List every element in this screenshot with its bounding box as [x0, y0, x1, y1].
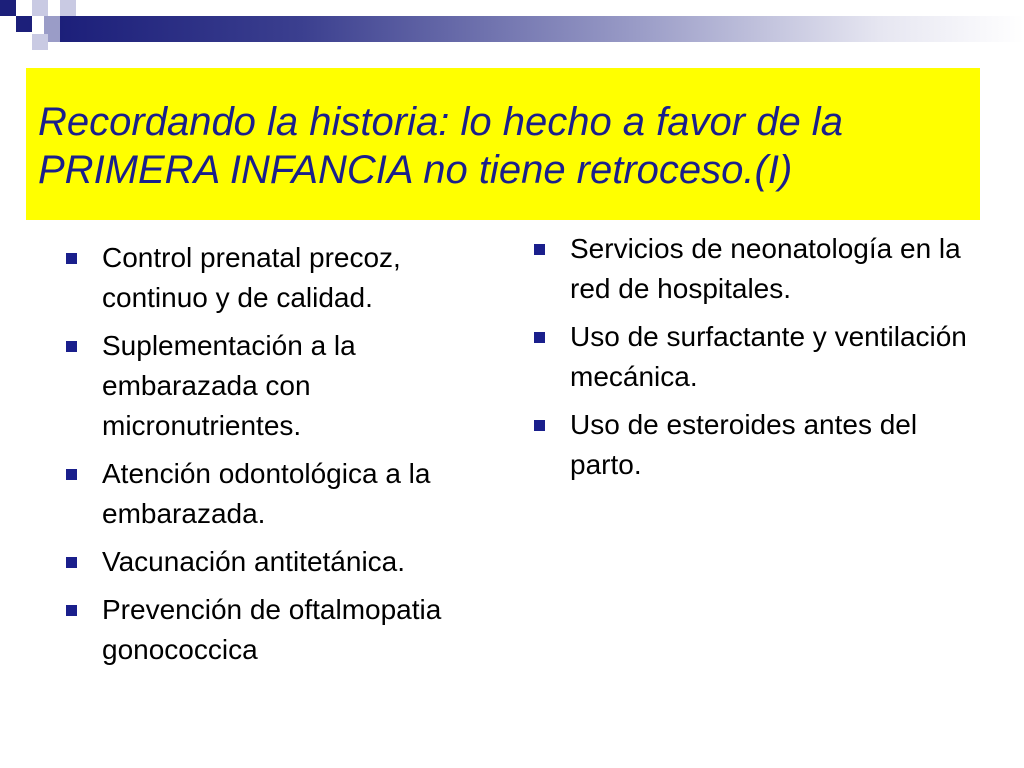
list-item-text: Atención odontológica a la embarazada.: [102, 458, 431, 529]
left-bullet-list: [64, 238, 504, 678]
list-item-text: Uso de surfactante y ventilación mecánica.: [570, 321, 967, 392]
list-item: [64, 326, 504, 446]
square-bullet-icon: [534, 332, 545, 343]
list-item-text: Control prenatal precoz, continuo y de calidad.: [102, 242, 401, 313]
square-bullet-icon: [66, 605, 77, 616]
list-item: [532, 405, 982, 485]
square-bullet-icon: [534, 244, 545, 255]
square-bullet-icon: [534, 420, 545, 431]
list-item: [532, 317, 982, 397]
deco-square: [32, 0, 48, 16]
list-item-text: Suplementación a la embarazada con micronutrientes.: [102, 330, 356, 441]
deco-square: [32, 34, 48, 50]
list-item: [64, 590, 504, 670]
list-item: [532, 229, 982, 309]
list-item: [64, 542, 504, 582]
deco-square: [16, 16, 32, 32]
slide-title: Recordando la historia: lo hecho a favor de la PRIMERA INFANCIA no tiene retroceso.(I): [38, 100, 843, 192]
title-box: [26, 68, 980, 220]
square-bullet-icon: [66, 253, 77, 264]
square-bullet-icon: [66, 469, 77, 480]
list-item: [64, 238, 504, 318]
header-decoration: [0, 0, 1024, 60]
list-item-text: Uso de esteroides antes del parto.: [570, 409, 918, 480]
header-gradient-band: [60, 16, 1024, 42]
deco-square: [60, 0, 76, 16]
deco-square: [0, 0, 16, 16]
list-item: [64, 454, 504, 534]
list-item-text: Servicios de neonatología en la red de hospitales.: [570, 233, 961, 304]
list-item-text: Vacunación antitetánica.: [102, 546, 406, 577]
square-bullet-icon: [66, 341, 77, 352]
right-bullet-list: [532, 229, 982, 493]
list-item-text: Prevención de oftalmopatia gonococcica: [102, 594, 442, 665]
square-bullet-icon: [66, 557, 77, 568]
